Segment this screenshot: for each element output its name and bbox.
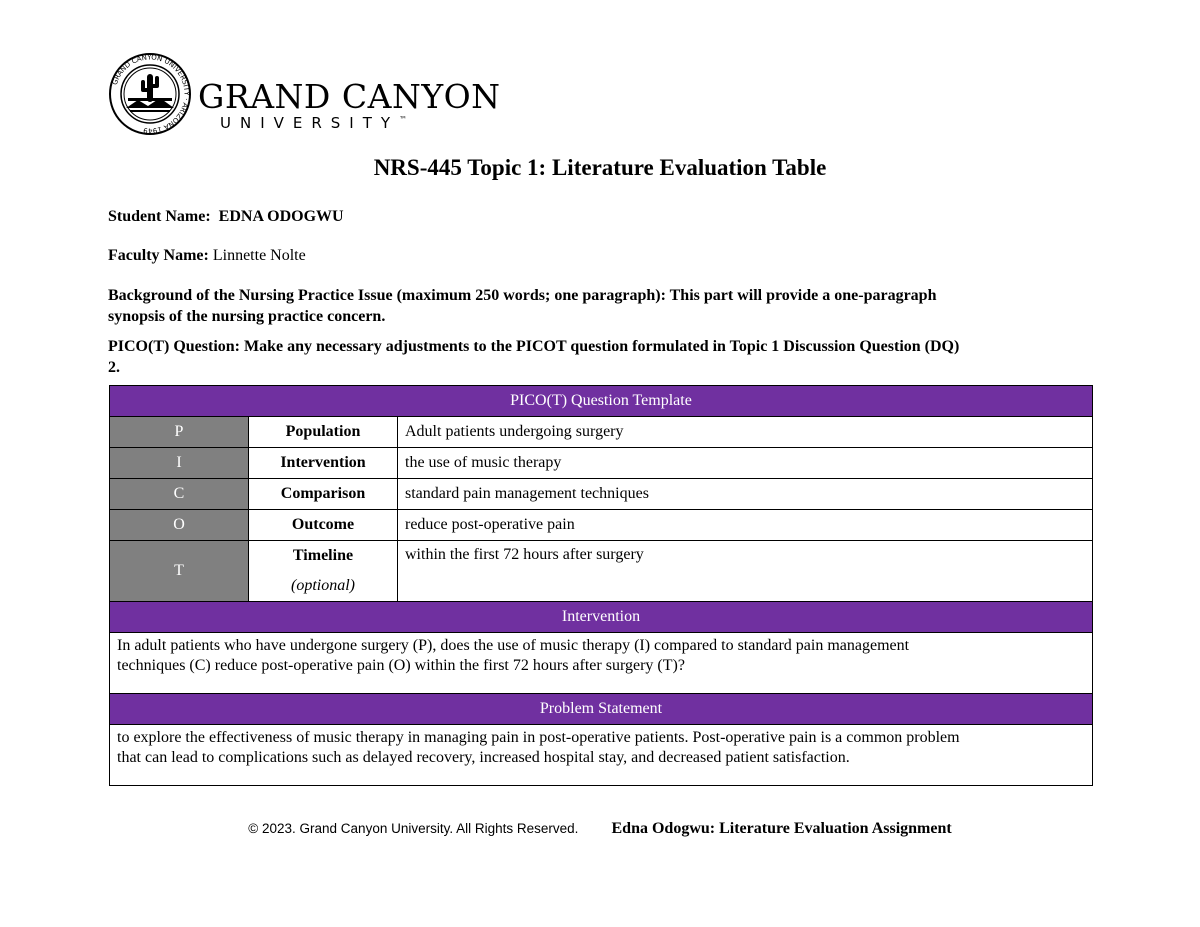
pico-template-table: [109, 385, 1093, 786]
faculty-name-value: Linnette Nolte: [212, 247, 306, 264]
pico-question-section: [108, 336, 1088, 378]
intervention-line1: In adult patients who have undergone surgery (P), does the use of music therapy (I) compared to standard pain management: [117, 637, 910, 654]
student-name-label: Student Name:: [108, 208, 211, 225]
pico-question-line2: 2.: [108, 359, 120, 376]
problem-line2: that can lead to complications such as delayed recovery, increased hospital stay, and decreased patient satisfaction.: [117, 749, 850, 766]
pico-value: the use of music therapy: [398, 448, 1093, 479]
background-line1: Background of the Nursing Practice Issue (maximum 250 words; one paragraph): This part will provide a one-paragraph: [108, 287, 937, 304]
pico-label: Comparison: [249, 479, 398, 510]
gcu-logo: [108, 52, 501, 138]
background-line2: synopsis of the nursing practice concern.: [108, 308, 386, 325]
student-name-line: [108, 206, 1088, 227]
problem-header: Problem Statement: [110, 694, 1093, 725]
problem-text: [110, 725, 1093, 786]
faculty-name-line: [108, 245, 1088, 266]
page-footer: [0, 818, 1200, 838]
pico-value: Adult patients undergoing surgery: [398, 417, 1093, 448]
footer-copyright: © 2023. Grand Canyon University. All Rights Reserved.: [248, 821, 579, 836]
table-header-row: [110, 386, 1093, 417]
pico-value: within the first 72 hours after surgery: [398, 541, 1093, 602]
pico-letter: T: [110, 541, 249, 602]
table-row: [110, 510, 1093, 541]
svg-text:GRAND CANYON UNIVERSITY · ARIZ: GRAND CANYON UNIVERSITY · ARIZONA 1949: [110, 53, 191, 135]
problem-header-row: [110, 694, 1093, 725]
faculty-name-label: Faculty Name:: [108, 247, 209, 264]
table-header: PICO(T) Question Template: [110, 386, 1093, 417]
student-name-value: EDNA ODOGWU: [218, 208, 344, 225]
pico-letter: C: [110, 479, 249, 510]
pico-sublabel: (optional): [291, 577, 355, 594]
intervention-row: [110, 633, 1093, 694]
intervention-line2: techniques (C) reduce post-operative pain (O) within the first 72 hours after surgery (T)?: [117, 657, 685, 674]
wordmark-line2: [220, 114, 501, 132]
intervention-header-row: [110, 602, 1093, 633]
page-title: NRS-445 Topic 1: Literature Evaluation Table: [373, 155, 827, 180]
pico-label-cell: [249, 541, 398, 602]
table-row: [110, 541, 1093, 602]
pico-label: Population: [249, 417, 398, 448]
pico-question-line1: PICO(T) Question: Make any necessary adjustments to the PICOT question formulated in Topic 1 Discussion Question (DQ): [108, 338, 960, 355]
problem-row: [110, 725, 1093, 786]
pico-letter: P: [110, 417, 249, 448]
pico-label: Outcome: [249, 510, 398, 541]
pico-value: standard pain management techniques: [398, 479, 1093, 510]
university-seal-icon: [108, 52, 192, 136]
pico-label: Intervention: [249, 448, 398, 479]
table-row: [110, 448, 1093, 479]
pico-value: reduce post-operative pain: [398, 510, 1093, 541]
table-row: [110, 417, 1093, 448]
pico-letter: I: [110, 448, 249, 479]
background-section: [108, 285, 1088, 327]
trademark-symbol: ™: [399, 115, 408, 124]
footer-assignment: Edna Odogwu: Literature Evaluation Assignment: [611, 820, 952, 837]
intervention-header: Intervention: [110, 602, 1093, 633]
intervention-text: [110, 633, 1093, 694]
pico-label: Timeline: [292, 547, 354, 564]
wordmark-university: UNIVERSITY: [220, 114, 400, 132]
problem-line1: to explore the effectiveness of music therapy in managing pain in post-operative patients. Post-operative pain is a common problem: [117, 729, 960, 746]
table-row: [110, 479, 1093, 510]
wordmark-line1: GRAND CANYON: [198, 77, 501, 116]
pico-letter: O: [110, 510, 249, 541]
